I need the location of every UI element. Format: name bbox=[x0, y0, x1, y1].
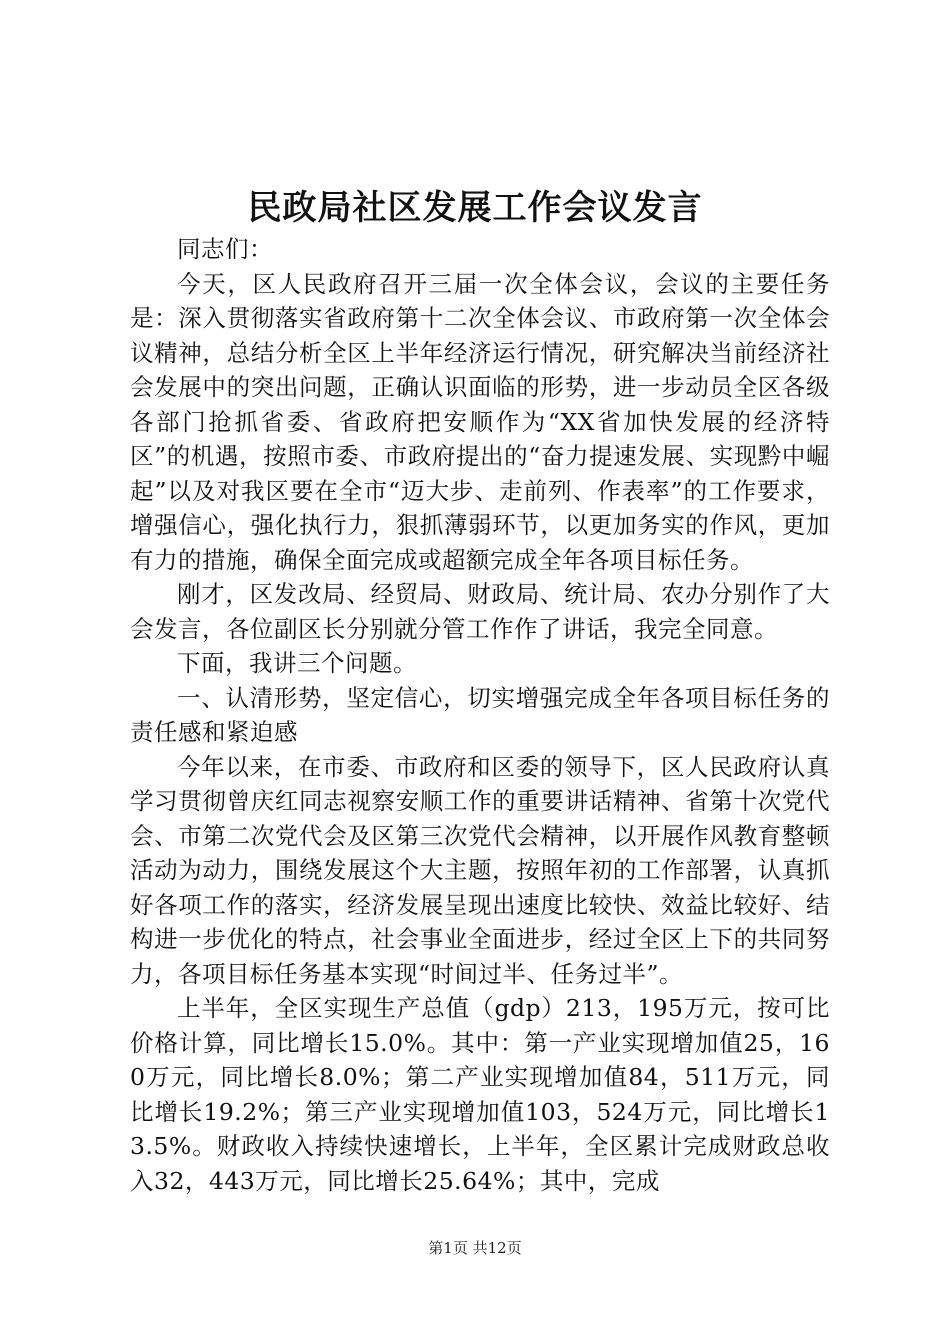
paragraph-meeting-purpose: 今天，区人民政府召开三届一次全体会议，会议的主要任务是：深入贯彻落实省政府第十二次全体会议、市政府第一次全体会议精神，总结分析全区上半年经济运行情况，研究解决当前经济社会发展中的突出问题，正确认识面临的形势，进一步动员全区各级各部门抢抓省委、省政府把安顺作为“XX省加快发展的经济特区”的机遇，按照市委、市政府提出的“奋力提速发展、实现黔中崛起”以及对我区要在全市“迈大步、走前列、作表率”的工作要求，增强信心，强化执行力，狠抓薄弱环节，以更加务实的作风，更加有力的措施，确保全面完成或超额完成全年各项目标任务。 bbox=[130, 269, 830, 574]
document-title: 民政局社区发展工作会议发言 bbox=[247, 188, 703, 228]
paragraph-statistics: 上半年，全区实现生产总值（gdp）213，195万元，按可比价格计算，同比增长15.0%。其中：第一产业实现增加值25，160万元，同比增长8.0%；第二产业实现增加值84，511万元，同比增长19.2%；第三产业实现增加值103，524万元，同比增长13.5%。财政收入持续快速增长，上半年，全区累计完成财政总收入32，443万元，同比增长25.64%；其中，完成 bbox=[130, 994, 830, 1195]
document-body bbox=[130, 232, 830, 1198]
paragraph-speeches: 刚才，区发改局、经贸局、财政局、统计局、农办分别作了大会发言，各位副区长分别就分管工作作了讲话，我完全同意。 bbox=[130, 580, 830, 643]
page-number: 第1页 共12页 bbox=[428, 1239, 522, 1257]
paragraph-progress: 今年以来，在市委、市政府和区委的领导下，区人民政府认真学习贯彻曾庆红同志视察安顺工作的重要讲话精神、省第十次党代会、市第二次党代会及区第三次党代会精神，以开展作风教育整顿活动为动力，围绕发展这个大主题，按照年初的工作部署，认真抓好各项工作的落实，经济发展呈现出速度比较快、效益比较好、结构进一步优化的特点，社会事业全面进步，经过全区上下的共同努力，各项目标任务基本实现“时间过半、任务过半”。 bbox=[130, 752, 830, 988]
section-heading-one: 一、认清形势，坚定信心，切实增强完成全年各项目标任务的责任感和紧迫感 bbox=[130, 683, 830, 746]
paragraph-three-issues: 下面，我讲三个问题。 bbox=[177, 649, 417, 677]
paragraph-salutation: 同志们： bbox=[177, 235, 273, 263]
